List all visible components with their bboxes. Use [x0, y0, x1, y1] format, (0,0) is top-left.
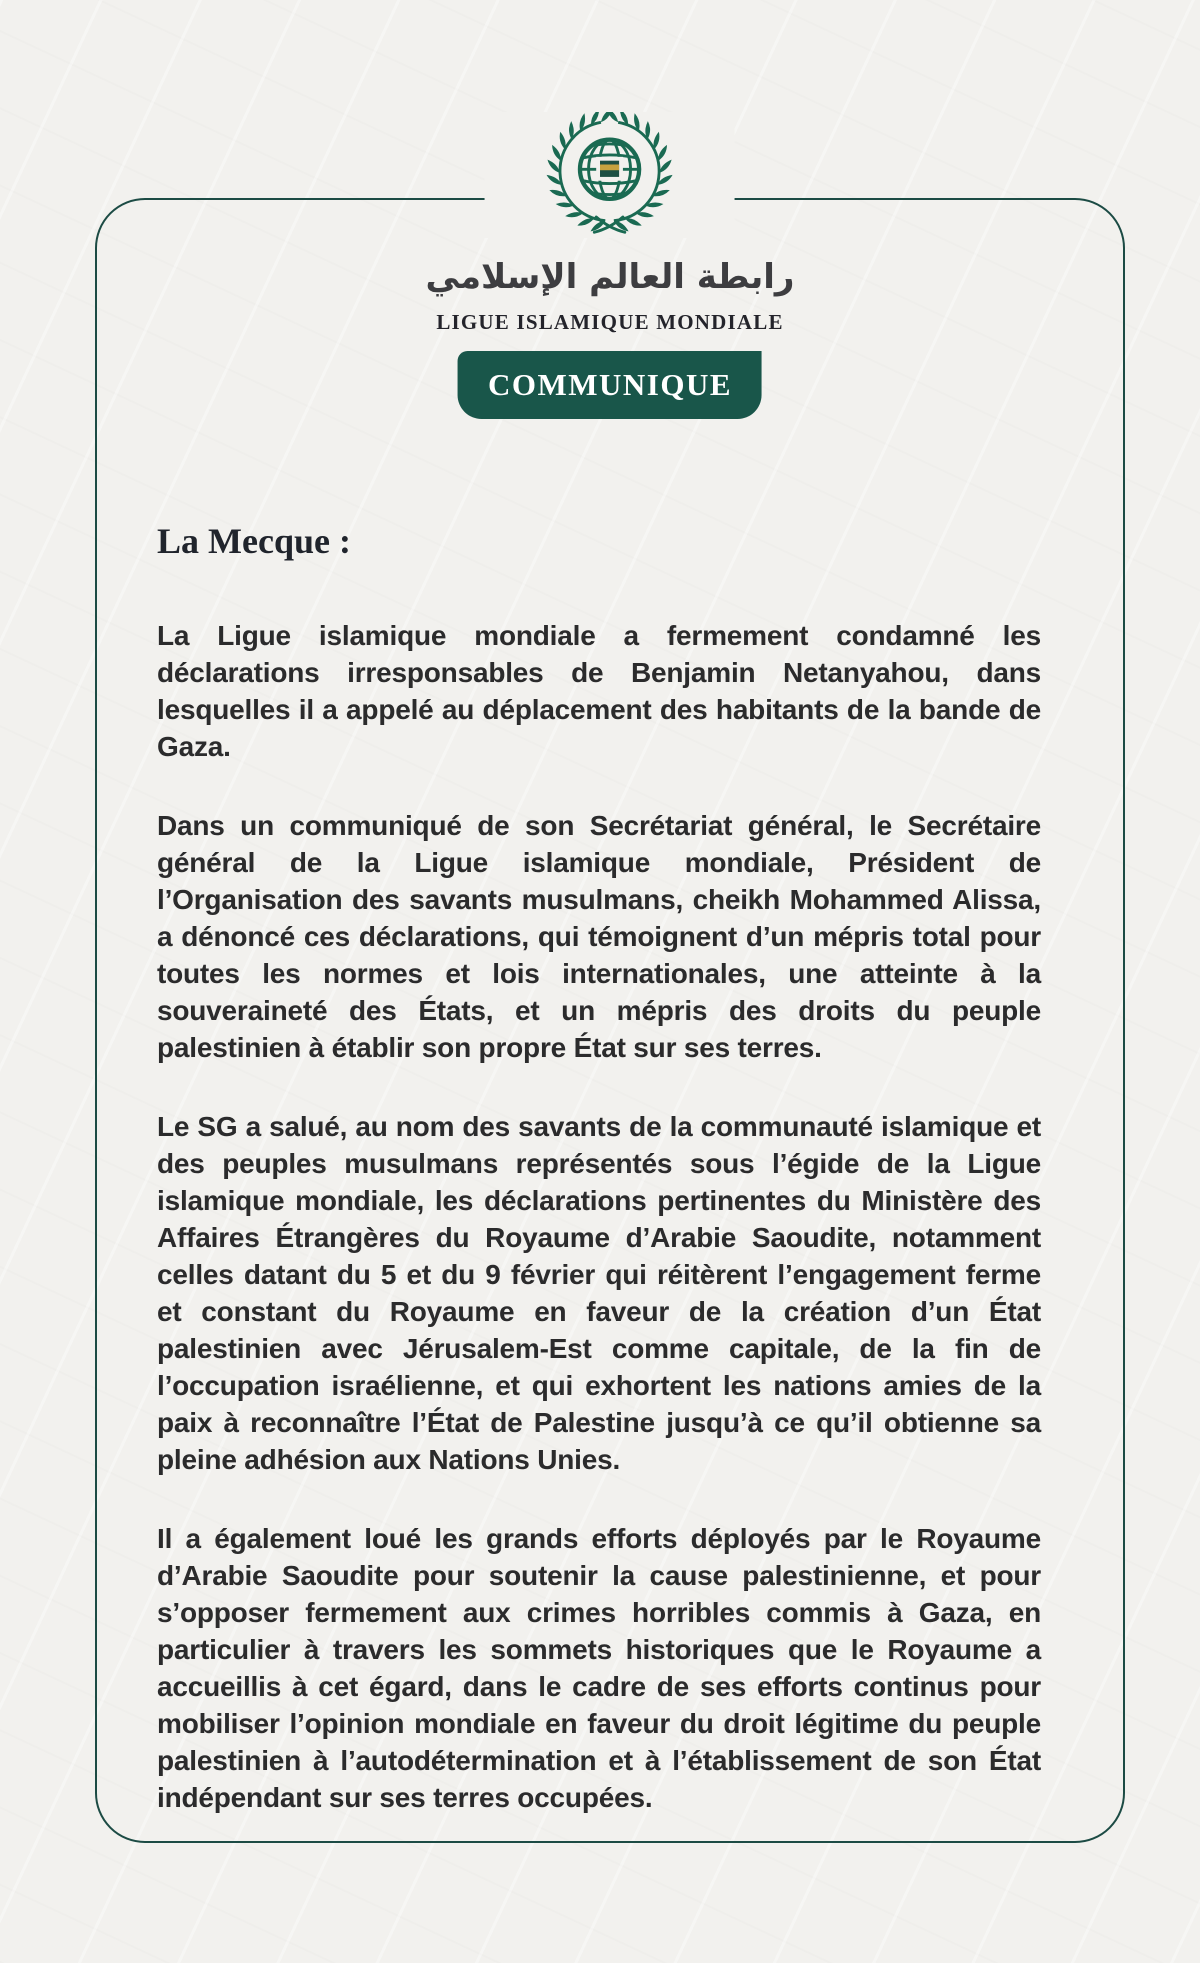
wreath-globe-icon — [543, 112, 677, 238]
paragraph-1: La Ligue islamique mondiale a fermement condamné les déclarations irresponsables de Benjamin Netanyahou, dans lesquelles il a appelé au déplacement des habitants de la bande de Gaza. — [157, 620, 1041, 762]
paragraph-4: Il a également loué les grands efforts déployés par le Royaume d’Arabie Saoudite pour soutenir la cause palestinienne, et pour s’opposer fermement aux crimes horribles commis à Gaza, en particulier à travers les sommets historiques que le Royaume a accueillis à cet égard, dans le cadre de ses efforts continus pour mobiliser l’opinion mondiale en faveur du droit légitime du peuple palestinien à l’autodétermination et à l’établissement de son État indépendant sur ses terres occupées. — [157, 1523, 1041, 1813]
logo-mask — [485, 112, 735, 238]
arabic-title: رابطة العالم الإسلامي — [425, 257, 795, 297]
dateline: La Mecque : — [157, 521, 351, 561]
org-logo-block — [426, 112, 795, 419]
paragraph-3: Le SG a salué, au nom des savants de la communauté islamique et des peuples musulmans représentés sous l’égide de la Ligue islamique mondiale, les déclarations pertinentes du Ministère des Affaires Étrangères du Royaume d’Arabie Saoudite, notamment celles datant du 5 et du 9 février qui réitèrent l’engagement ferme et constant du Royaume en faveur de la création d’un État palestinien avec Jérusalem-Est comme capitale, de la fin de l’occupation israélienne, et qui exhortent les nations amies de la paix à reconnaître l’État de Palestine jusqu’à ce qu’il obtienne sa pleine adhésion aux Nations Unies. — [157, 1111, 1041, 1475]
paragraph-2: Dans un communiqué de son Secrétariat général, le Secrétaire général de la Ligue islamique mondiale, Président de l’Organisation des savants musulmans, cheikh Mohammed Alissa, a dénoncé ces déclarations, qui témoignent d’un mépris total pour toutes les normes et lois internationales, une atteinte à la souveraineté des États, et un mépris des droits du peuple palestinien à établir son propre État sur ses terres. — [157, 810, 1041, 1063]
communique-banner: COMMUNIQUE — [458, 351, 762, 419]
org-name: LIGUE ISLAMIQUE MONDIALE — [436, 309, 784, 334]
communique-card — [95, 198, 1125, 1843]
communique-body — [97, 200, 1123, 1858]
